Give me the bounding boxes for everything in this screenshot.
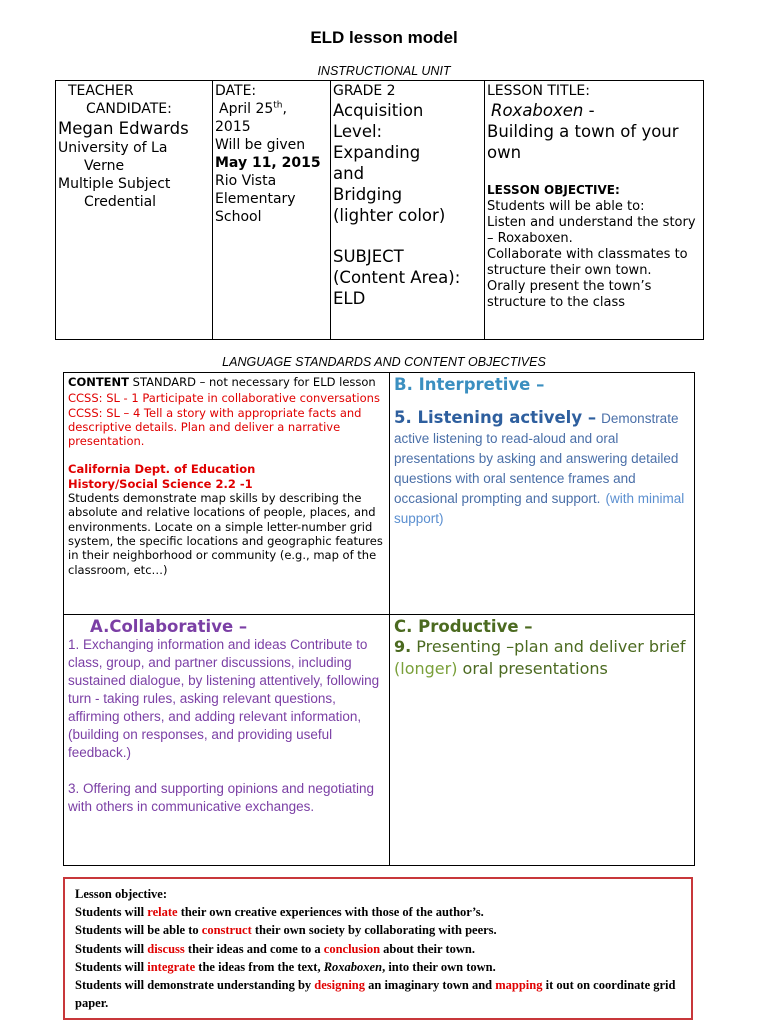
- objective-box-heading: Lesson objective:: [75, 887, 167, 901]
- objective-text: about their town.: [380, 941, 475, 956]
- date-sup: th: [273, 100, 283, 111]
- objective-highlight: designing: [314, 978, 365, 993]
- ca-standard-body: Students demonstrate map skills by describing the absolute and relative locations of people, places, and environments. Locate on a simple letter-number grid system, the specific locations and geographic features in their neighborhood or community (e.g., map of the classroom, etc…): [68, 491, 383, 577]
- objective-line: Students will be able to:: [487, 199, 645, 214]
- content-label: CONTENT: [68, 375, 130, 389]
- ccss-standard-1: CCSS: SL - 1 Participate in collaborative conversations: [68, 391, 380, 406]
- standards-table: [63, 372, 695, 866]
- objective-highlight: conclusion: [323, 941, 381, 956]
- date-main: April 25: [219, 101, 274, 117]
- objective-text: their ideas and come to a: [184, 941, 324, 956]
- content-rest: STANDARD – not necessary for ELD lesson: [129, 375, 376, 389]
- date-year: 2015: [215, 119, 251, 135]
- objective-line: Listen and understand the story – Roxaboxen.: [487, 215, 696, 246]
- teacher-name: Megan Edwards: [58, 119, 189, 138]
- acquisition-line-1: Acquisition: [333, 101, 424, 120]
- lesson-title-book-line: [487, 100, 701, 121]
- ca-standard-code: History/Social Science 2.2 -1: [68, 476, 253, 491]
- lesson-title-rest: Building a town of your own: [487, 122, 679, 162]
- lesson-objective-label: LESSON OBJECTIVE:: [487, 183, 620, 197]
- lesson-title-book: Roxaboxen: [491, 101, 584, 120]
- objective-text: Students will: [75, 959, 148, 974]
- productive-heading: C. Productive –: [394, 617, 533, 636]
- school-line-3: School: [215, 209, 262, 225]
- acquisition-line-5: Bridging: [333, 185, 403, 204]
- productive-cell: [390, 615, 695, 866]
- school-line-1: Rio Vista: [215, 173, 277, 189]
- content-standard: [68, 375, 385, 389]
- standards-heading: LANGUAGE STANDARDS AND CONTENT OBJECTIVES: [222, 355, 546, 369]
- given-label: Will be given: [215, 137, 306, 153]
- acquisition-line-2: Level:: [333, 122, 383, 141]
- presenting-text: Presenting –plan and deliver brief: [411, 637, 686, 656]
- presenting-rest: oral presentations: [457, 659, 608, 678]
- objective-text: Students will: [75, 941, 148, 956]
- lesson-title-dash: -: [583, 101, 595, 120]
- candidate-label: CANDIDATE:: [86, 101, 172, 117]
- presenting-number: 9.: [394, 637, 412, 656]
- content-standard-cell: [64, 373, 390, 615]
- school-line-2: Elementary: [215, 191, 296, 207]
- teacher-label: TEACHER: [68, 83, 134, 99]
- collaborative-cell: [64, 615, 390, 866]
- objective-book-title: Roxaboxen: [323, 959, 383, 974]
- objective-highlight: mapping: [495, 978, 543, 993]
- teacher-credential: Multiple Subject: [58, 176, 171, 192]
- teacher-university: University of La: [58, 140, 168, 156]
- objective-highlight: integrate: [147, 959, 196, 974]
- given-date: May 11, 2015: [215, 155, 321, 171]
- listening-heading: 5. Listening actively –: [394, 408, 597, 427]
- objective-text: the ideas from the text,: [195, 959, 324, 974]
- acquisition-line-3: Expanding: [333, 143, 421, 162]
- collaborative-letter: A.: [90, 617, 110, 636]
- acquisition-line-4: and: [333, 164, 365, 183]
- presenting-longer: (longer): [394, 659, 458, 678]
- listening-body: Demonstrate active listening to read-aloud and oral presentations by asking and answering detailed questions with oral sentence frames and occasional prompting and support.: [394, 411, 679, 506]
- objective-text: Students will demonstrate understanding by: [75, 978, 315, 993]
- objective-box-line-3: [75, 940, 681, 958]
- listening-note: (with minimal support): [394, 491, 685, 526]
- date-label: DATE:: [215, 83, 257, 99]
- objective-box-line-5: [75, 976, 681, 1012]
- objective-text: an imaginary town and: [365, 978, 496, 993]
- ca-standard-title: California Dept. of Education: [68, 462, 256, 477]
- presenting-line: [394, 636, 690, 680]
- listening-block: [394, 408, 690, 528]
- lesson-objective-box: [63, 877, 693, 1020]
- objective-line: Orally present the town’s structure to the class: [487, 279, 652, 310]
- ccss-standard-2: CCSS: SL – 4 Tell a story with appropriate facts and descriptive details. Plan and deliver a narrative presentation.: [68, 405, 362, 449]
- lesson-title-label: LESSON TITLE:: [487, 83, 590, 99]
- date-cell: [213, 81, 331, 340]
- teacher-cell: [56, 81, 213, 340]
- objective-box-line-2: [75, 921, 681, 939]
- interpretive-cell: [390, 373, 695, 615]
- subject-line-3: ELD: [333, 289, 366, 308]
- page-title: ELD lesson model: [310, 28, 458, 47]
- date-value: [215, 100, 328, 118]
- teacher-university-2: Verne: [84, 158, 125, 174]
- collaborative-heading: [68, 617, 385, 636]
- grade-cell: [331, 81, 485, 340]
- objective-highlight: discuss: [147, 941, 185, 956]
- instructional-unit-heading: INSTRUCTIONAL UNIT: [317, 64, 451, 78]
- objective-box-line-4: [75, 958, 681, 976]
- objective-text: their own society by collaborating with peers.: [251, 923, 497, 938]
- subject-line-2: (Content Area):: [333, 268, 461, 287]
- subject-line-1: SUBJECT: [333, 247, 404, 266]
- objective-text: Students will: [75, 905, 148, 920]
- date-comma: ,: [282, 101, 287, 117]
- collaborative-title: Collaborative –: [109, 617, 248, 636]
- objective-box-line-1: [75, 903, 681, 921]
- collaborative-item-3: 3. Offering and supporting opinions and negotiating with others in communicative exchanges.: [68, 781, 374, 814]
- instructional-unit-table: [55, 80, 704, 340]
- interpretive-heading: B. Interpretive –: [394, 375, 545, 394]
- lesson-title-cell: [485, 81, 704, 340]
- objective-text: , into their own town.: [382, 959, 496, 974]
- objective-text: their own creative experiences with those of the author’s.: [177, 905, 484, 920]
- objective-text: Students will be able to: [75, 923, 202, 938]
- objective-line: Collaborate with classmates to structure their own town.: [487, 247, 688, 278]
- acquisition-line-6: (lighter color): [333, 206, 446, 225]
- teacher-credential-2: Credential: [84, 194, 157, 210]
- objective-highlight: relate: [147, 905, 178, 920]
- grade-label: GRADE 2: [333, 83, 396, 99]
- collaborative-item-1: 1. Exchanging information and ideas Contribute to class, group, and partner discussions, including sustained dialogue, by listening attentively, following turn - taking rules, asking relevant questions, affirming others, and adding relevant information, (building on responses, and providing useful feedback.): [68, 637, 380, 760]
- objective-highlight: construct: [201, 923, 252, 938]
- objective-text: it out on coordinate grid paper.: [75, 978, 676, 1011]
